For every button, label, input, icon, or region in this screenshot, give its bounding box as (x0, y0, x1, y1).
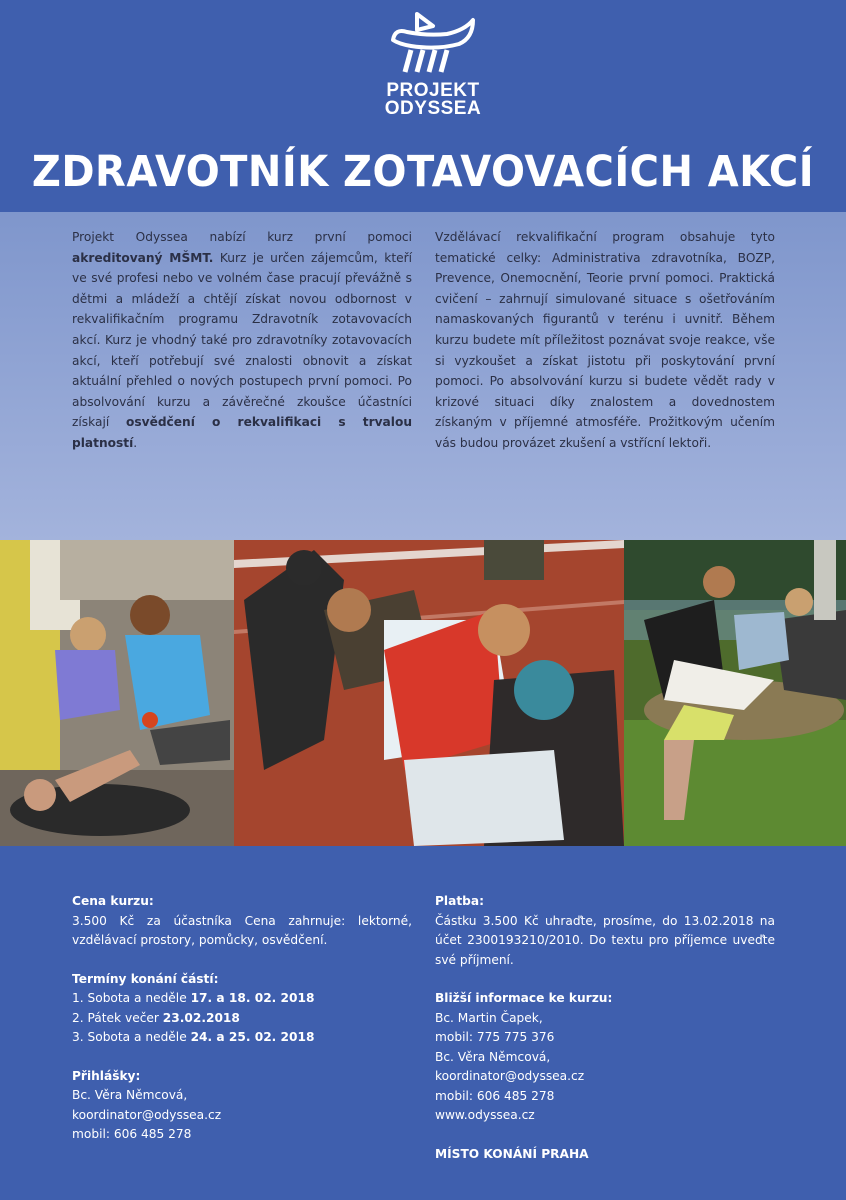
footer-left-column (72, 892, 412, 1145)
info-heading: Bližší informace ke kurzu: (435, 991, 613, 1005)
footer-right-column (435, 892, 775, 1164)
term-1-prefix: 1. Sobota a neděle (72, 991, 191, 1005)
photo-indoor-first-aid (0, 540, 234, 846)
intro-bold-accreditation: akreditovaný MŠMT. (72, 250, 214, 265)
info-coordinator-name: Bc. Věra Němcová, (435, 1049, 551, 1064)
term-1-date: 17. a 18. 02. 2018 (190, 991, 315, 1005)
intro-text-1: Projekt Odyssea nabízí kurz první pomoci (72, 230, 412, 244)
price-text: 3.500 Kč za účastníka Cena zahrnuje: lektorné, vzdělávací prostory, pomůcky, osvědčení. (72, 913, 412, 947)
intro-text-2: Kurz je určen zájemcům, kteří ve své profesi nebo ve volném čase pracují převážně s dětmi a mládeží a chtějí získat novou odbornost v rekvalifikačním programu Zdravotník zotavovacích akcí. Kurz je vhodný také pro zdravotníky zotavovacích akcí, kteří potřebují své znalosti obnovit a získat aktuální přehled o nových postupech první pomoci. Po absolvování kurzu a závěrečné zkoušce účastníci získají (72, 250, 412, 430)
odyssea-logo (373, 10, 493, 130)
payment-heading: Platba: (435, 894, 484, 908)
term-2-date: 23.02.2018 (162, 1010, 240, 1025)
term-3-prefix: 3. Sobota a neděle (72, 1030, 191, 1044)
info-contact-phone: mobil: 775 775 376 (435, 1030, 555, 1044)
logo-line-2: ODYSSEA (384, 98, 482, 119)
terms-heading: Termíny konání částí: (72, 971, 219, 986)
info-contact-name: Bc. Martin Čapek, (435, 1010, 543, 1025)
intro-text-3: . (133, 435, 138, 450)
photo-track-first-aid (234, 540, 624, 846)
intro-left-column (72, 227, 412, 454)
photo-outdoor-first-aid (624, 540, 846, 846)
term-3-date: 24. a 25. 02. 2018 (190, 1030, 315, 1044)
intro-bold-certificate: osvědčení o rekvalifikaci s trvalou platností (72, 415, 412, 450)
price-heading: Cena kurzu: (72, 894, 154, 908)
photo-strip (0, 540, 846, 846)
term-item (72, 1009, 412, 1029)
info-coordinator-email[interactable]: koordinator@odyssea.cz (435, 1069, 585, 1083)
logo-line-1: PROJEKT (386, 80, 480, 101)
term-item (72, 1028, 412, 1048)
payment-text: Částku 3.500 Kč uhraďte, prosíme, do 13.02.2018 na účet 2300193210/2010. Do textu pro příjemce uveďte své příjmení. (435, 913, 775, 967)
page-title: ZDRAVOTNÍK ZOTAVOVACÍCH AKCÍ (31, 147, 815, 197)
ship-icon (387, 10, 479, 80)
signup-email[interactable]: koordinator@odyssea.cz (72, 1107, 222, 1122)
info-coordinator-phone: mobil: 606 485 278 (435, 1088, 555, 1103)
intro-section (0, 212, 846, 540)
logo-text (373, 82, 493, 118)
intro-right-column: Vzdělávací rekvalifikační program obsahuje tyto tematické celky: Administrativa zdravotníka, BOZP, Prevence, Onemocnění, Teorie první pomoci. Praktická cvičení – zahrnují simulované situace s ošetřováním namaskovaných figurantů v terénu i uvnitř. Během kurzu budete mít příležitost poznávat svoje reakce, vše si vyzkoušet a získat jistotu při poskytování první pomoci. Po absolvování kurzu si budete vědět rady v krizové situaci díky znalostem a dovednostem získaným v příjemné atmosféře. Prožitkovým učením vás budou provázet zkušení a vstřícní lektoři. (435, 230, 775, 450)
signup-phone: mobil: 606 485 278 (72, 1127, 192, 1141)
footer-info (0, 846, 846, 1200)
term-2-prefix: 2. Pátek večer (72, 1010, 163, 1025)
signup-name: Bc. Věra Němcová, (72, 1088, 188, 1102)
info-website[interactable]: www.odyssea.cz (435, 1108, 535, 1122)
venue-text: MÍSTO KONÁNÍ PRAHA (435, 1146, 589, 1161)
term-item (72, 989, 412, 1009)
header-banner (0, 0, 846, 212)
signup-heading: Přihlášky: (72, 1068, 141, 1083)
